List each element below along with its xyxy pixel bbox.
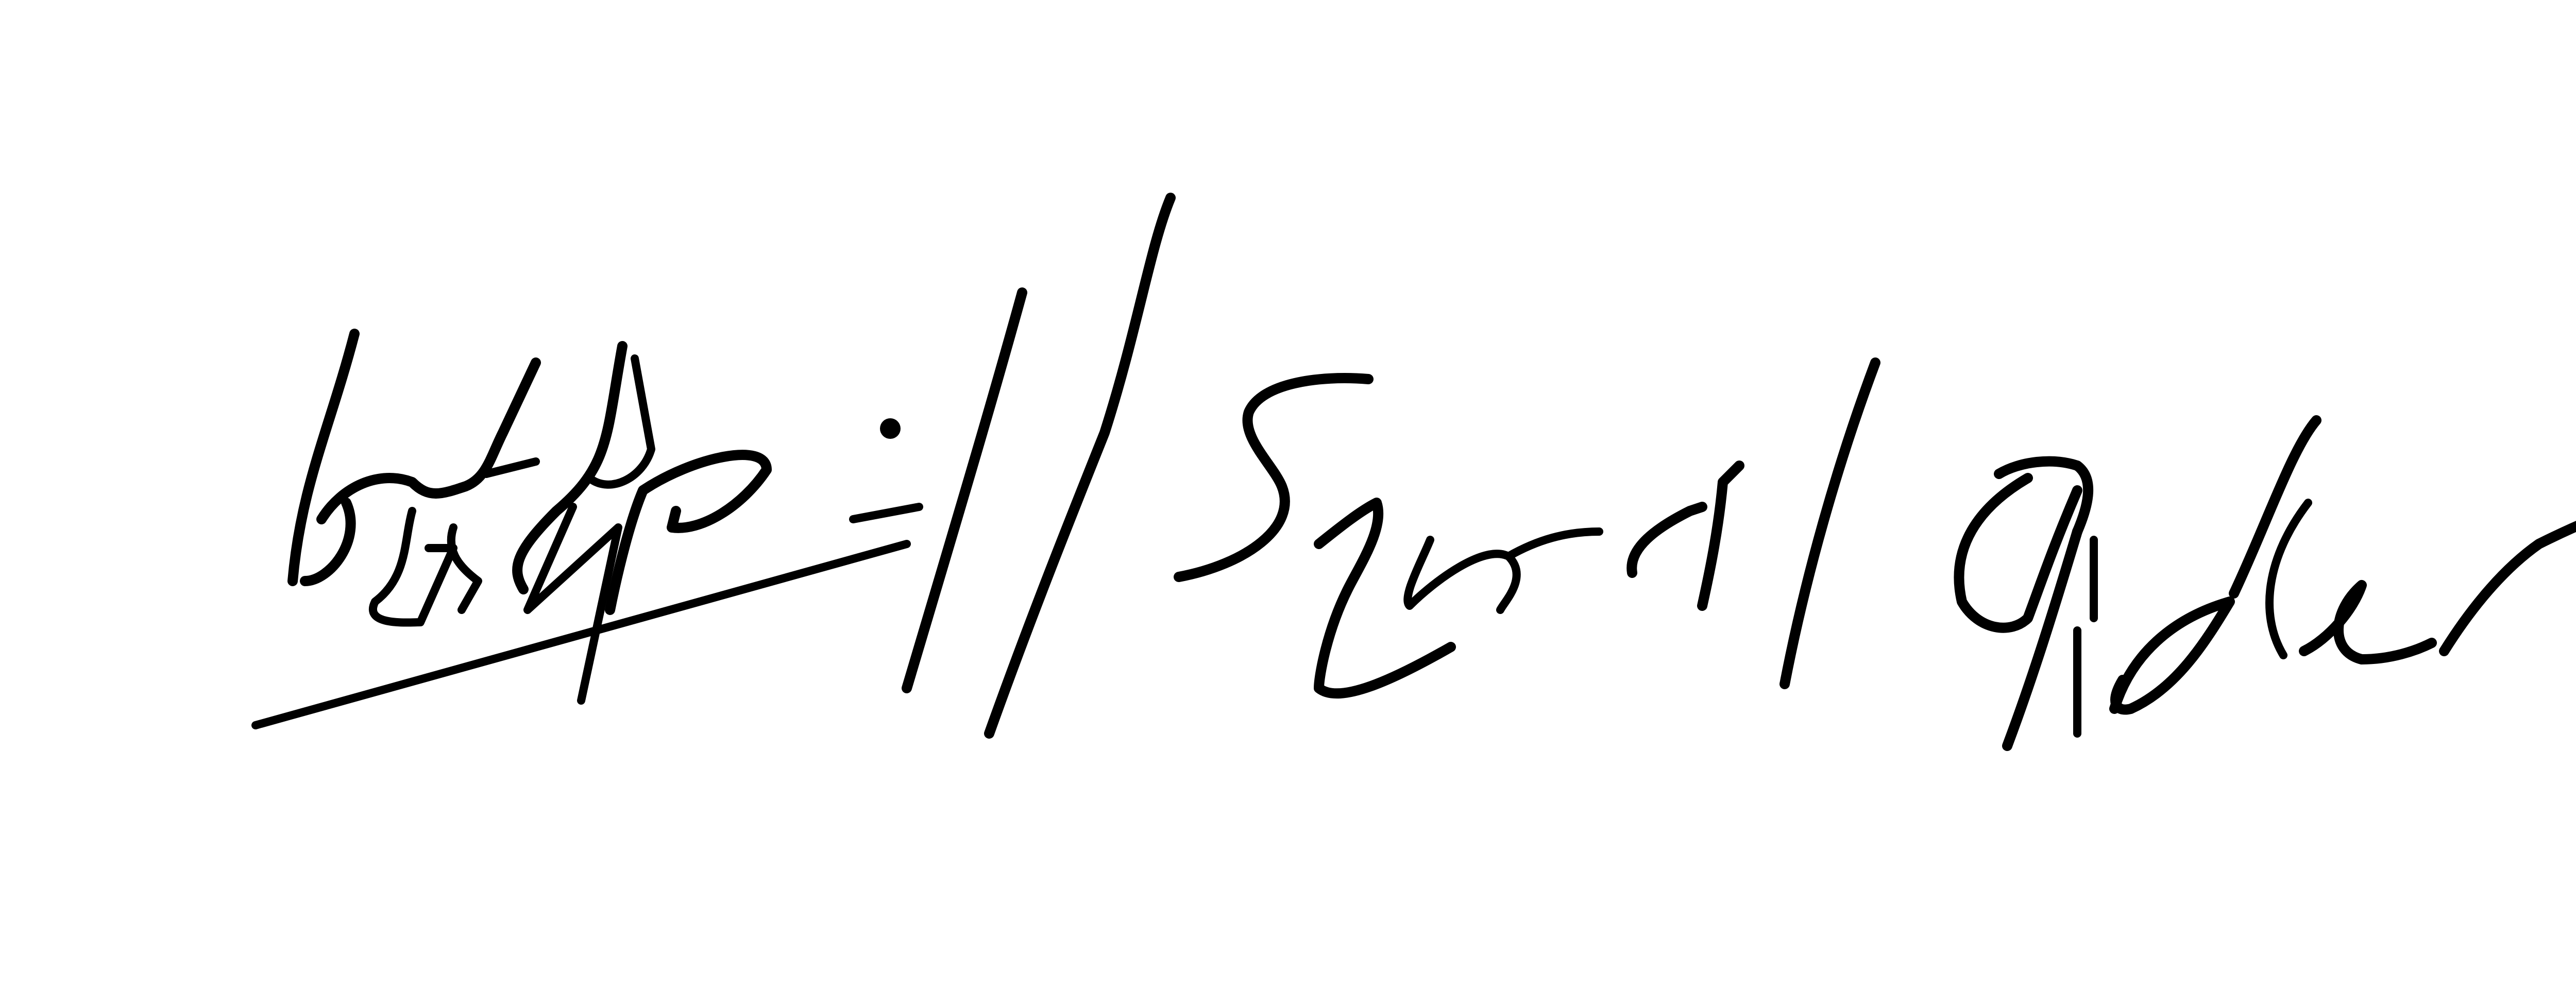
stroke-h3 (451, 527, 478, 610)
stroke-l1 (517, 346, 622, 589)
stroke-i (1632, 507, 1702, 573)
stroke-s (1179, 378, 1368, 577)
stroke-l (1702, 466, 1739, 606)
stroke-l3 (528, 507, 618, 701)
stroke-e2 (2269, 503, 2308, 655)
stroke-d2 (2114, 602, 2230, 710)
stroke-l2b (1785, 363, 1875, 684)
slash-2 (989, 198, 1171, 734)
stroke-r3 (2444, 503, 2576, 651)
stroke-g3 (2007, 532, 2077, 746)
stroke-e3 (2304, 585, 2432, 659)
stroke-r2 (1509, 532, 1599, 556)
stroke-e (1319, 503, 1451, 693)
dot-mark (880, 418, 901, 439)
slash-1 (907, 293, 1022, 688)
stroke-m2 (321, 363, 536, 519)
stroke-h2 (373, 511, 453, 623)
stroke-dot (853, 507, 919, 519)
signature-strokes (256, 198, 2576, 746)
stroke-r1 (1408, 540, 1516, 610)
